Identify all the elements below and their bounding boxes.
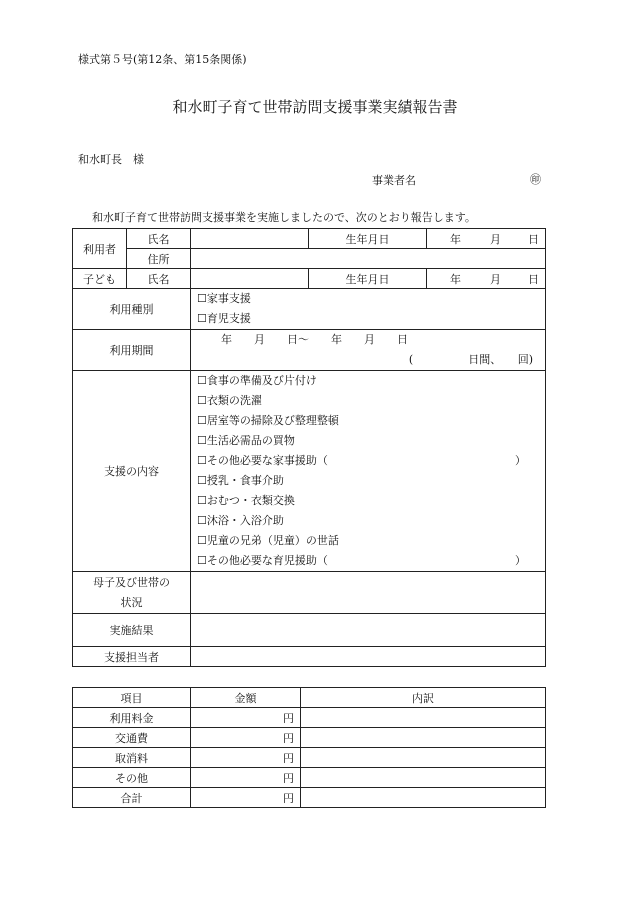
cost-table <box>72 687 546 808</box>
intro-text: 和水町子育て世帯訪問支援事業を実施しましたので、次のとおり報告します。 <box>92 211 476 224</box>
usage-type-housework[interactable]: ☐家事支援 <box>197 292 251 305</box>
cost-row-label: その他 <box>73 768 191 788</box>
cost-breakdown-field[interactable] <box>301 728 546 748</box>
year-label: 年 <box>450 272 461 286</box>
month-label: 月 <box>490 272 501 286</box>
mother-status-label <box>73 572 191 614</box>
cost-amount-field[interactable] <box>191 788 301 808</box>
child-birthdate-label: 生年月日 <box>309 269 427 289</box>
operator-label: 事業者名 <box>372 174 416 187</box>
cost-amount-field[interactable] <box>191 728 301 748</box>
support-item-other-childcare[interactable]: ☐その他必要な育児援助（ <box>197 554 328 567</box>
support-item-sibling-care[interactable]: ☐児童の兄弟（児童）の世話 <box>197 534 339 547</box>
usage-period-field[interactable] <box>191 330 546 371</box>
user-name-field[interactable] <box>191 229 309 249</box>
cost-row-label: 合計 <box>73 788 191 808</box>
yen-unit: 円 <box>283 711 294 725</box>
support-item-other-housework[interactable]: ☐その他必要な家事援助（ <box>197 454 328 467</box>
user-name-label: 氏名 <box>127 229 191 249</box>
support-item-diaper[interactable]: ☐おむつ・衣類交換 <box>197 494 295 507</box>
cost-amount-field[interactable] <box>191 748 301 768</box>
user-birthdate-field[interactable] <box>427 229 546 249</box>
support-item-meal-prep[interactable]: ☐食事の準備及び片付け <box>197 374 317 387</box>
user-birthdate-label: 生年月日 <box>309 229 427 249</box>
yen-unit: 円 <box>283 731 294 745</box>
support-item-laundry[interactable]: ☐衣類の洗濯 <box>197 394 262 407</box>
cost-amount-field[interactable] <box>191 768 301 788</box>
cost-breakdown-field[interactable] <box>301 768 546 788</box>
close-paren: ） <box>515 454 526 467</box>
day-label: 日 <box>528 272 539 286</box>
cost-breakdown-field[interactable] <box>301 708 546 728</box>
close-paren: ） <box>515 554 526 567</box>
addressee: 和水町長 様 <box>78 153 144 166</box>
mother-status-label-line1: 母子及び世帯の <box>93 575 170 589</box>
cost-header-breakdown: 内訳 <box>301 688 546 708</box>
form-number: 様式第５号(第12条、第15条関係) <box>78 53 247 66</box>
child-birthdate-field[interactable] <box>427 269 546 289</box>
cost-header-item: 項目 <box>73 688 191 708</box>
page-title: 和水町子育て世帯訪問支援事業実績報告書 <box>172 98 458 116</box>
cost-row-label: 利用料金 <box>73 708 191 728</box>
child-name-field[interactable] <box>191 269 309 289</box>
usage-type-label: 利用種別 <box>73 289 191 330</box>
support-item-shopping[interactable]: ☐生活必需品の買物 <box>197 434 295 447</box>
period-dates: 年 月 日～ 年 月 日 <box>221 333 408 346</box>
support-content-options <box>191 371 546 572</box>
staff-field[interactable] <box>191 647 546 667</box>
user-address-field[interactable] <box>191 249 546 269</box>
day-label: 日 <box>528 232 539 246</box>
mother-status-field[interactable] <box>191 572 546 614</box>
cost-amount-field[interactable] <box>191 708 301 728</box>
yen-unit: 円 <box>283 791 294 805</box>
cost-breakdown-field[interactable] <box>301 788 546 808</box>
child-name-label: 氏名 <box>127 269 191 289</box>
year-label: 年 <box>450 232 461 246</box>
result-field[interactable] <box>191 614 546 647</box>
result-label: 実施結果 <box>73 614 191 647</box>
usage-type-childcare[interactable]: ☐育児支援 <box>197 312 251 325</box>
support-content-label: 支援の内容 <box>73 371 191 572</box>
usage-type-options <box>191 289 546 330</box>
mother-status-label-line2: 状況 <box>120 595 143 609</box>
cost-row-label: 取消料 <box>73 748 191 768</box>
staff-label: 支援担当者 <box>73 647 191 667</box>
month-label: 月 <box>490 232 501 246</box>
usage-period-label: 利用期間 <box>73 330 191 371</box>
report-form-table <box>72 228 546 667</box>
support-item-cleaning[interactable]: ☐居室等の掃除及び整理整頓 <box>197 414 339 427</box>
cost-breakdown-field[interactable] <box>301 748 546 768</box>
user-address-label: 住所 <box>127 249 191 269</box>
cost-row-label: 交通費 <box>73 728 191 748</box>
cost-header-amount: 金額 <box>191 688 301 708</box>
child-label: 子ども <box>73 269 127 289</box>
user-label: 利用者 <box>73 229 127 269</box>
support-item-bathing[interactable]: ☐沐浴・入浴介助 <box>197 514 284 527</box>
yen-unit: 円 <box>283 771 294 785</box>
support-item-feeding[interactable]: ☐授乳・食事介助 <box>197 474 284 487</box>
seal-mark: ㊞ <box>530 173 541 186</box>
yen-unit: 円 <box>283 751 294 765</box>
period-days-count: ( 日間、 回) <box>408 353 533 366</box>
